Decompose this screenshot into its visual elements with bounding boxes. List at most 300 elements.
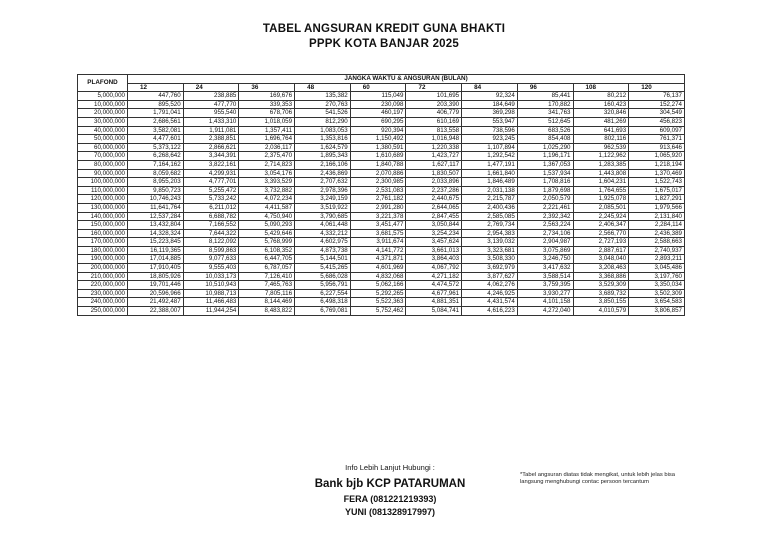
installment-cell: 1,357,411 <box>239 126 295 135</box>
installment-cell: 11,944,254 <box>183 307 239 316</box>
installment-cell: 4,299,931 <box>183 169 239 178</box>
installment-cell: 5,686,028 <box>295 272 351 281</box>
installment-cell: 3,519,922 <box>295 203 351 212</box>
installment-cell: 12,537,284 <box>128 212 184 221</box>
month-header: 48 <box>295 83 351 92</box>
installment-cell: 1,624,579 <box>295 143 351 152</box>
installment-cell: 8,599,863 <box>183 246 239 255</box>
installment-cell: 512,645 <box>517 117 573 126</box>
installment-cell: 152,274 <box>629 100 685 109</box>
installment-cell: 4,072,234 <box>239 195 295 204</box>
installment-cell: 2,887,617 <box>573 246 629 255</box>
installment-cell: 610,169 <box>406 117 462 126</box>
installment-cell: 3,221,378 <box>350 212 406 221</box>
installment-cell: 5,144,501 <box>295 255 351 264</box>
installment-cell: 1,522,743 <box>629 178 685 187</box>
installment-cell: 5,752,462 <box>350 307 406 316</box>
installment-cell: 19,701,446 <box>128 281 184 290</box>
installment-cell: 4,832,068 <box>350 272 406 281</box>
installment-cell: 2,375,470 <box>239 152 295 161</box>
installment-cell: 477,770 <box>183 100 239 109</box>
table-row <box>78 298 685 307</box>
installment-cell: 3,368,886 <box>573 272 629 281</box>
installment-cell: 9,850,723 <box>128 186 184 195</box>
installment-cell: 3,045,486 <box>629 264 685 273</box>
installment-cell: 4,474,572 <box>406 281 462 290</box>
installment-cell: 2,761,182 <box>350 195 406 204</box>
installment-cell: 5,084,741 <box>406 307 462 316</box>
installment-cell: 5,415,265 <box>295 264 351 273</box>
installment-cell: 3,254,234 <box>406 229 462 238</box>
installment-cell: 6,498,318 <box>295 298 351 307</box>
installment-cell: 101,695 <box>406 92 462 101</box>
installment-cell: 3,417,632 <box>517 264 573 273</box>
installment-cell: 5,373,122 <box>128 143 184 152</box>
plafond-cell: 210,000,000 <box>78 272 128 281</box>
installment-cell: 761,371 <box>629 135 685 144</box>
installment-cell: 6,787,057 <box>239 264 295 273</box>
installment-cell: 4,101,158 <box>517 298 573 307</box>
installment-cell: 2,392,342 <box>517 212 573 221</box>
table-row <box>78 255 685 264</box>
installment-cell: 1,283,385 <box>573 160 629 169</box>
installment-cell: 4,873,738 <box>295 246 351 255</box>
installment-cell: 92,324 <box>462 92 518 101</box>
installment-cell: 8,144,469 <box>239 298 295 307</box>
installment-cell: 1,840,788 <box>350 160 406 169</box>
installment-cell: 812,290 <box>295 117 351 126</box>
installment-table <box>77 74 685 316</box>
installment-cell: 6,211,012 <box>183 203 239 212</box>
installment-cell: 5,062,166 <box>350 281 406 290</box>
plafond-cell: 190,000,000 <box>78 255 128 264</box>
installment-cell: 4,477,601 <box>128 135 184 144</box>
installment-cell: 2,769,734 <box>462 221 518 230</box>
installment-cell: 2,566,770 <box>573 229 629 238</box>
installment-cell: 2,563,224 <box>517 221 573 230</box>
installment-cell: 320,846 <box>573 109 629 118</box>
installment-cell: 2,221,461 <box>517 203 573 212</box>
installment-cell: 2,031,138 <box>462 186 518 195</box>
installment-cell: 678,706 <box>239 109 295 118</box>
installment-cell: 2,284,114 <box>629 221 685 230</box>
installment-cell: 895,520 <box>128 100 184 109</box>
title-line-2: PPPK KOTA BANJAR 2025 <box>309 38 459 50</box>
installment-cell: 4,777,701 <box>183 178 239 187</box>
installment-cell: 5,429,646 <box>239 229 295 238</box>
installment-cell: 1,353,816 <box>295 135 351 144</box>
installment-cell: 4,062,276 <box>462 281 518 290</box>
installment-cell: 1,830,507 <box>406 169 462 178</box>
table-row <box>78 229 685 238</box>
table-row <box>78 152 685 161</box>
installment-cell: 3,661,013 <box>406 246 462 255</box>
installment-cell: 1,627,117 <box>406 160 462 169</box>
installment-cell: 9,555,403 <box>183 264 239 273</box>
table-row <box>78 272 685 281</box>
installment-cell: 6,268,642 <box>128 152 184 161</box>
plafond-cell: 200,000,000 <box>78 264 128 273</box>
table-row <box>78 264 685 273</box>
installment-cell: 3,508,330 <box>462 255 518 264</box>
installment-cell: 3,393,529 <box>239 178 295 187</box>
installment-cell: 1,122,962 <box>573 152 629 161</box>
installment-cell: 3,732,882 <box>239 186 295 195</box>
month-header: 120 <box>629 83 685 92</box>
installment-cell: 1,537,934 <box>517 169 573 178</box>
installment-cell: 541,526 <box>295 109 351 118</box>
installment-cell: 8,955,203 <box>128 178 184 187</box>
plafond-cell: 5,000,000 <box>78 92 128 101</box>
installment-cell: 3,075,869 <box>517 246 573 255</box>
table-row <box>78 143 685 152</box>
installment-cell: 1,423,727 <box>406 152 462 161</box>
month-header: 24 <box>183 83 239 92</box>
installment-cell: 4,616,223 <box>462 307 518 316</box>
plafond-cell: 10,000,000 <box>78 100 128 109</box>
installment-cell: 1,370,469 <box>629 169 685 178</box>
table-row <box>78 117 685 126</box>
plafond-cell: 150,000,000 <box>78 221 128 230</box>
table-row <box>78 126 685 135</box>
installment-cell: 14,328,324 <box>128 229 184 238</box>
installment-cell: 641,693 <box>573 126 629 135</box>
table-row <box>78 246 685 255</box>
installment-cell: 609,097 <box>629 126 685 135</box>
installment-cell: 2,707,632 <box>295 178 351 187</box>
installment-cell: 5,255,472 <box>183 186 239 195</box>
installment-cell: 21,492,487 <box>128 298 184 307</box>
installment-cell: 17,014,885 <box>128 255 184 264</box>
installment-cell: 2,740,937 <box>629 246 685 255</box>
installment-cell: 2,714,823 <box>239 160 295 169</box>
installment-cell: 4,246,925 <box>462 289 518 298</box>
installment-cell: 2,686,561 <box>128 117 184 126</box>
plafond-cell: 100,000,000 <box>78 178 128 187</box>
month-header: 60 <box>350 83 406 92</box>
plafond-cell: 40,000,000 <box>78 126 128 135</box>
plafond-cell: 90,000,000 <box>78 169 128 178</box>
installment-cell: 1,604,231 <box>573 178 629 187</box>
table-row <box>78 109 685 118</box>
installment-cell: 3,050,844 <box>406 221 462 230</box>
table-row <box>78 289 685 298</box>
table-row <box>78 169 685 178</box>
plafond-cell: 110,000,000 <box>78 186 128 195</box>
plafond-cell: 240,000,000 <box>78 298 128 307</box>
installment-cell: 481,269 <box>573 117 629 126</box>
installment-cell: 1,979,566 <box>629 203 685 212</box>
installment-cell: 2,585,085 <box>462 212 518 221</box>
installment-cell: 80,212 <box>573 92 629 101</box>
table-row <box>78 212 685 221</box>
installment-cell: 456,823 <box>629 117 685 126</box>
installment-cell: 4,431,574 <box>462 298 518 307</box>
period-header: JANGKA WAKTU & ANGSURAN (BULAN) <box>128 75 685 84</box>
contact-person-2: YUNI (081328917997) <box>344 507 436 517</box>
installment-cell: 10,988,713 <box>183 289 239 298</box>
installment-cell: 3,692,979 <box>462 264 518 273</box>
plafond-cell: 230,000,000 <box>78 289 128 298</box>
installment-cell: 923,245 <box>462 135 518 144</box>
installment-cell: 6,769,081 <box>295 307 351 316</box>
installment-cell: 10,033,173 <box>183 272 239 281</box>
installment-cell: 2,893,211 <box>629 255 685 264</box>
table-body <box>78 92 685 315</box>
installment-cell: 5,090,293 <box>239 221 295 230</box>
installment-cell: 1,220,338 <box>406 143 462 152</box>
installment-cell: 4,411,587 <box>239 203 295 212</box>
installment-cell: 690,295 <box>350 117 406 126</box>
installment-cell: 1,150,492 <box>350 135 406 144</box>
installment-cell: 2,131,840 <box>629 212 685 221</box>
installment-cell: 1,477,191 <box>462 160 518 169</box>
installment-cell: 4,601,969 <box>350 264 406 273</box>
installment-cell: 5,956,791 <box>295 281 351 290</box>
installment-cell: 1,018,059 <box>239 117 295 126</box>
installment-cell: 76,137 <box>629 92 685 101</box>
installment-cell: 3,654,583 <box>629 298 685 307</box>
installment-cell: 2,440,675 <box>406 195 462 204</box>
installment-cell: 160,423 <box>573 100 629 109</box>
contact-person-1: FERA (081221219393) <box>343 494 437 504</box>
installment-cell: 1,911,081 <box>183 126 239 135</box>
installment-cell: 6,688,782 <box>183 212 239 221</box>
installment-cell: 2,436,869 <box>295 169 351 178</box>
table-row <box>78 92 685 101</box>
installment-cell: 1,610,689 <box>350 152 406 161</box>
installment-cell: 3,930,277 <box>517 289 573 298</box>
installment-cell: 3,323,681 <box>462 246 518 255</box>
installment-cell: 4,750,940 <box>239 212 295 221</box>
installment-cell: 2,237,286 <box>406 186 462 195</box>
installment-cell: 3,864,403 <box>406 255 462 264</box>
installment-cell: 169,676 <box>239 92 295 101</box>
installment-cell: 4,332,212 <box>295 229 351 238</box>
installment-cell: 3,249,159 <box>295 195 351 204</box>
installment-cell: 683,526 <box>517 126 573 135</box>
installment-cell: 2,300,985 <box>350 178 406 187</box>
table-row <box>78 195 685 204</box>
installment-cell: 7,465,763 <box>239 281 295 290</box>
installment-cell: 3,806,857 <box>629 307 685 316</box>
installment-cell: 1,196,171 <box>517 152 573 161</box>
installment-cell: 5,292,265 <box>350 289 406 298</box>
installment-cell: 2,904,987 <box>517 238 573 247</box>
installment-cell: 4,677,961 <box>406 289 462 298</box>
installment-cell: 15,223,845 <box>128 238 184 247</box>
installment-cell: 3,689,732 <box>573 289 629 298</box>
installment-cell: 3,911,674 <box>350 238 406 247</box>
installment-cell: 304,549 <box>629 109 685 118</box>
table-row <box>78 186 685 195</box>
installment-cell: 3,350,034 <box>629 281 685 290</box>
installment-cell: 135,382 <box>295 92 351 101</box>
installment-cell: 1,107,894 <box>462 143 518 152</box>
plafond-header: PLAFOND <box>78 75 128 92</box>
installment-cell: 7,166,552 <box>183 221 239 230</box>
month-header: 72 <box>406 83 462 92</box>
installment-cell: 20,596,966 <box>128 289 184 298</box>
installment-cell: 2,734,106 <box>517 229 573 238</box>
installment-cell: 854,408 <box>517 135 573 144</box>
installment-cell: 2,847,455 <box>406 212 462 221</box>
installment-cell: 2,406,347 <box>573 221 629 230</box>
installment-cell: 3,529,309 <box>573 281 629 290</box>
installment-cell: 460,197 <box>350 109 406 118</box>
installment-cell: 1,879,698 <box>517 186 573 195</box>
table-row <box>78 135 685 144</box>
table-row <box>78 221 685 230</box>
installment-cell: 2,388,851 <box>183 135 239 144</box>
installment-cell: 4,371,871 <box>350 255 406 264</box>
table-row <box>78 203 685 212</box>
installment-cell: 962,539 <box>573 143 629 152</box>
installment-cell: 1,083,053 <box>295 126 351 135</box>
table-row <box>78 238 685 247</box>
installment-cell: 8,483,822 <box>239 307 295 316</box>
installment-cell: 1,895,343 <box>295 152 351 161</box>
installment-cell: 1,025,290 <box>517 143 573 152</box>
plafond-cell: 220,000,000 <box>78 281 128 290</box>
installment-cell: 406,779 <box>406 109 462 118</box>
installment-cell: 3,451,477 <box>350 221 406 230</box>
installment-cell: 3,048,040 <box>573 255 629 264</box>
table-row <box>78 307 685 316</box>
installment-cell: 1,443,808 <box>573 169 629 178</box>
month-header: 36 <box>239 83 295 92</box>
installment-cell: 18,805,926 <box>128 272 184 281</box>
installment-cell: 184,649 <box>462 100 518 109</box>
installment-cell: 2,531,083 <box>350 186 406 195</box>
installment-cell: 10,510,943 <box>183 281 239 290</box>
month-header: 108 <box>573 83 629 92</box>
installment-cell: 6,227,554 <box>295 289 351 298</box>
installment-cell: 553,947 <box>462 117 518 126</box>
table-header <box>78 75 685 92</box>
installment-cell: 3,139,032 <box>462 238 518 247</box>
installment-cell: 4,881,351 <box>406 298 462 307</box>
installment-cell: 1,016,948 <box>406 135 462 144</box>
installment-cell: 203,390 <box>406 100 462 109</box>
plafond-cell: 120,000,000 <box>78 195 128 204</box>
installment-cell: 3,681,575 <box>350 229 406 238</box>
disclaimer-note: *Tabel angsuran diatas tidak mengikat, untuk lebih jelas bisa langsung menghubungi contac persoon tercantum <box>520 472 676 485</box>
installment-cell: 1,696,764 <box>239 135 295 144</box>
months-header-row <box>78 83 685 92</box>
contact-info-label: Info Lebih Lanjut Hubungi : <box>345 463 435 472</box>
table-row <box>78 100 685 109</box>
installment-cell: 3,344,391 <box>183 152 239 161</box>
installment-cell: 7,126,410 <box>239 272 295 281</box>
installment-cell: 10,746,243 <box>128 195 184 204</box>
installment-cell: 2,033,896 <box>406 178 462 187</box>
table-row <box>78 178 685 187</box>
installment-cell: 339,353 <box>239 100 295 109</box>
contact-block <box>295 463 485 519</box>
installment-cell: 4,271,182 <box>406 272 462 281</box>
installment-cell: 3,208,463 <box>573 264 629 273</box>
installment-cell: 6,447,705 <box>239 255 295 264</box>
plafond-cell: 20,000,000 <box>78 109 128 118</box>
installment-cell: 2,070,886 <box>350 169 406 178</box>
installment-cell: 1,764,655 <box>573 186 629 195</box>
installment-cell: 2,400,436 <box>462 203 518 212</box>
installment-cell: 1,827,291 <box>629 195 685 204</box>
installment-cell: 11,466,483 <box>183 298 239 307</box>
installment-cell: 1,661,840 <box>462 169 518 178</box>
installment-cell: 3,502,309 <box>629 289 685 298</box>
installment-cell: 2,588,663 <box>629 238 685 247</box>
plafond-cell: 140,000,000 <box>78 212 128 221</box>
installment-cell: 2,866,621 <box>183 143 239 152</box>
installment-cell: 813,558 <box>406 126 462 135</box>
installment-cell: 1,791,041 <box>128 109 184 118</box>
installment-cell: 913,646 <box>629 143 685 152</box>
installment-cell: 3,457,624 <box>406 238 462 247</box>
plafond-cell: 80,000,000 <box>78 160 128 169</box>
bank-name: Bank bjb KCP PATARUMAN <box>314 478 466 490</box>
installment-cell: 5,768,999 <box>239 238 295 247</box>
installment-cell: 802,116 <box>573 135 629 144</box>
title-line-1: TABEL ANGSURAN KREDIT GUNA BHAKTI <box>262 23 506 35</box>
installment-cell: 2,245,924 <box>573 212 629 221</box>
installment-cell: 1,218,194 <box>629 160 685 169</box>
month-header: 12 <box>128 83 184 92</box>
installment-cell: 17,910,405 <box>128 264 184 273</box>
installment-cell: 4,602,975 <box>295 238 351 247</box>
installment-cell: 2,727,193 <box>573 238 629 247</box>
installment-cell: 22,388,007 <box>128 307 184 316</box>
installment-cell: 115,049 <box>350 92 406 101</box>
installment-cell: 4,010,579 <box>573 307 629 316</box>
installment-cell: 3,759,395 <box>517 281 573 290</box>
installment-cell: 85,441 <box>517 92 573 101</box>
installment-cell: 1,675,017 <box>629 186 685 195</box>
installment-cell: 8,059,682 <box>128 169 184 178</box>
month-header: 96 <box>517 83 573 92</box>
installment-cell: 230,098 <box>350 100 406 109</box>
installment-cell: 8,122,092 <box>183 238 239 247</box>
plafond-cell: 130,000,000 <box>78 203 128 212</box>
plafond-cell: 30,000,000 <box>78 117 128 126</box>
installment-cell: 170,882 <box>517 100 573 109</box>
installment-cell: 4,141,772 <box>350 246 406 255</box>
table-row <box>78 281 685 290</box>
plafond-cell: 50,000,000 <box>78 135 128 144</box>
document-title <box>0 22 768 52</box>
installment-cell: 9,077,633 <box>183 255 239 264</box>
installment-cell: 1,380,591 <box>350 143 406 152</box>
installment-cell: 7,164,162 <box>128 160 184 169</box>
installment-cell: 1,367,053 <box>517 160 573 169</box>
installment-cell: 3,246,750 <box>517 255 573 264</box>
installment-cell: 2,436,389 <box>629 229 685 238</box>
installment-cell: 1,708,816 <box>517 178 573 187</box>
installment-cell: 270,763 <box>295 100 351 109</box>
installment-cell: 738,596 <box>462 126 518 135</box>
month-header: 84 <box>462 83 518 92</box>
installment-cell: 4,061,448 <box>295 221 351 230</box>
installment-cell: 3,588,514 <box>517 272 573 281</box>
installment-cell: 16,119,365 <box>128 246 184 255</box>
installment-cell: 2,978,396 <box>295 186 351 195</box>
plafond-cell: 170,000,000 <box>78 238 128 247</box>
installment-cell: 2,050,579 <box>517 195 573 204</box>
installment-cell: 2,166,106 <box>295 160 351 169</box>
plafond-cell: 160,000,000 <box>78 229 128 238</box>
installment-cell: 13,432,804 <box>128 221 184 230</box>
